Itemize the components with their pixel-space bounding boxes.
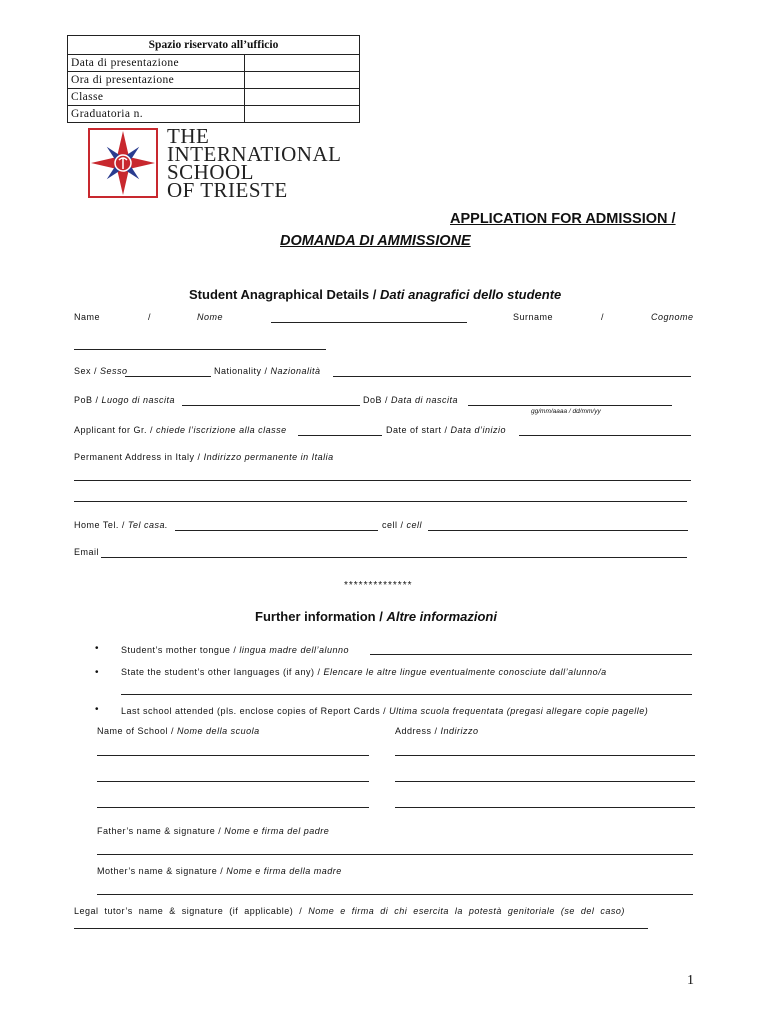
dob-label-it: Data di nascita	[391, 395, 459, 405]
title-line-2: DOMANDA DI AMMISSIONE	[280, 233, 471, 249]
school-logo-star-icon	[88, 128, 158, 198]
mother-tongue-field[interactable]	[370, 654, 692, 655]
dob-label	[363, 395, 458, 405]
school-name-field-3[interactable]	[97, 807, 369, 808]
separator-stars: **************	[344, 580, 413, 591]
heading-text: Student Anagraphical Details /	[189, 287, 380, 302]
pob-field[interactable]	[182, 405, 360, 406]
dob-field[interactable]	[468, 405, 672, 406]
title-line-1: APPLICATION FOR ADMISSION /	[450, 211, 676, 227]
slash: /	[148, 312, 152, 322]
logo-line: THE	[167, 124, 210, 148]
tutor-label-it: Nome e firma di chi esercita la potestà genitoriale (se del caso)	[308, 906, 625, 916]
pob-label	[74, 395, 175, 405]
name-label: Name	[74, 312, 101, 322]
school-logo-text	[167, 124, 342, 202]
office-row-value	[245, 72, 360, 89]
office-row-label: Graduatoria n.	[68, 106, 245, 123]
nationality-label-it: Nazionalità	[270, 366, 321, 376]
school-address-field-1[interactable]	[395, 755, 695, 756]
slash: /	[601, 312, 605, 322]
page-number: 1	[687, 973, 694, 988]
bullet-icon: •	[95, 667, 99, 678]
father-signature-field[interactable]	[97, 854, 693, 855]
office-row-value	[245, 106, 360, 123]
nome-label: Nome	[197, 312, 224, 322]
cell-label	[382, 520, 422, 530]
grade-label-it: chiede l’iscrizione alla classe	[156, 425, 287, 435]
cell-label-it: cell	[406, 520, 423, 530]
logo-line: OF TRIESTE	[167, 178, 288, 202]
school-label-it: Ultima scuola frequentata (pregasi allegare copie pagelle)	[389, 706, 649, 716]
home-tel-field[interactable]	[175, 530, 378, 531]
start-label-en: Date of start /	[386, 425, 451, 435]
tutor-label	[74, 906, 625, 916]
office-row-label: Classe	[68, 89, 245, 106]
grade-field[interactable]	[298, 435, 382, 436]
logo-line: SCHOOL	[167, 160, 255, 184]
school-addr-label-it: Indirizzo	[440, 726, 479, 736]
address-label	[74, 452, 334, 462]
bullet-icon: •	[95, 643, 99, 654]
start-label-it: Data d’inizio	[450, 425, 507, 435]
mother-tongue-label	[121, 645, 349, 655]
father-label-it: Nome e firma del padre	[224, 826, 330, 836]
start-label	[386, 425, 506, 435]
office-table-header: Spazio riservato all’ufficio	[68, 36, 360, 55]
school-address-field-3[interactable]	[395, 807, 695, 808]
address-field-1[interactable]	[74, 480, 691, 481]
home-tel-label	[74, 520, 168, 530]
school-name-label-en: Name of School /	[97, 726, 178, 736]
pob-label-it: Luogo di nascita	[101, 395, 176, 405]
cell-field[interactable]	[428, 530, 688, 531]
tutor-label-en: Legal tutor’s name & signature (if applicable) /	[74, 906, 309, 916]
sex-field[interactable]	[125, 376, 211, 377]
cell-label-en: cell /	[382, 520, 407, 530]
office-row-value	[245, 89, 360, 106]
bullet-icon: •	[95, 704, 99, 715]
office-row-label: Ora di presentazione	[68, 72, 245, 89]
tongue-label-en: Student’s mother tongue /	[121, 645, 240, 655]
school-addr-label-en: Address /	[395, 726, 441, 736]
tutor-signature-field[interactable]	[74, 928, 648, 929]
date-format-hint: gg/mm/aaaa / dd/mm/yy	[531, 408, 601, 415]
office-use-table	[67, 35, 360, 123]
office-row-label: Data di presentazione	[68, 55, 245, 72]
dob-label-en: DoB /	[363, 395, 392, 405]
grade-label-en: Applicant for Gr. /	[74, 425, 157, 435]
mother-label-it: Nome e firma della madre	[226, 866, 342, 876]
sex-label-en: Sex /	[74, 366, 101, 376]
other-languages-label	[121, 667, 607, 677]
name-field[interactable]	[271, 322, 467, 323]
sex-label	[74, 366, 128, 376]
surname-label: Surname	[513, 312, 554, 322]
address-field-2[interactable]	[74, 501, 687, 502]
address-label-en: Permanent Address in Italy /	[74, 452, 204, 462]
email-label: Email	[74, 547, 100, 557]
sex-label-it: Sesso	[100, 366, 128, 376]
school-address-label	[395, 726, 479, 736]
tel-label-it: Tel casa.	[127, 520, 169, 530]
address-label-it: Indirizzo permanente in Italia	[203, 452, 334, 462]
tel-label-en: Home Tel. /	[74, 520, 128, 530]
logo-line: INTERNATIONAL	[167, 142, 342, 166]
nationality-field[interactable]	[333, 376, 691, 377]
father-label-en: Father’s name & signature /	[97, 826, 225, 836]
mother-label-en: Mother’s name & signature /	[97, 866, 227, 876]
cognome-label: Cognome	[651, 312, 694, 322]
school-name-label-it: Nome della scuola	[177, 726, 260, 736]
email-field[interactable]	[101, 557, 687, 558]
surname-field[interactable]	[74, 349, 326, 350]
mother-label	[97, 866, 342, 876]
heading-text: Further information /	[255, 609, 387, 624]
start-date-field[interactable]	[519, 435, 691, 436]
school-address-field-2[interactable]	[395, 781, 695, 782]
further-section-heading	[255, 609, 497, 624]
nationality-label	[214, 366, 321, 376]
school-name-label	[97, 726, 260, 736]
other-languages-field[interactable]	[121, 694, 692, 695]
heading-text-it: Dati anagrafici dello studente	[379, 287, 562, 302]
langs-label-it: Elencare le altre lingue eventualmente conosciute dall’alunno/a	[323, 667, 607, 677]
father-label	[97, 826, 329, 836]
school-name-field-1[interactable]	[97, 755, 369, 756]
heading-text-it: Altre informazioni	[386, 609, 497, 624]
mother-signature-field[interactable]	[97, 894, 693, 895]
office-row-value	[245, 55, 360, 72]
pob-label-en: PoB /	[74, 395, 102, 405]
last-school-label	[121, 706, 648, 716]
student-section-heading	[189, 287, 561, 302]
nationality-label-en: Nationality /	[214, 366, 271, 376]
school-name-field-2[interactable]	[97, 781, 369, 782]
school-label-en: Last school attended (pls. enclose copies of Report Cards /	[121, 706, 390, 716]
langs-label-en: State the student’s other languages (if any) /	[121, 667, 324, 677]
tongue-label-it: lingua madre dell’alunno	[239, 645, 349, 655]
grade-label	[74, 425, 287, 435]
